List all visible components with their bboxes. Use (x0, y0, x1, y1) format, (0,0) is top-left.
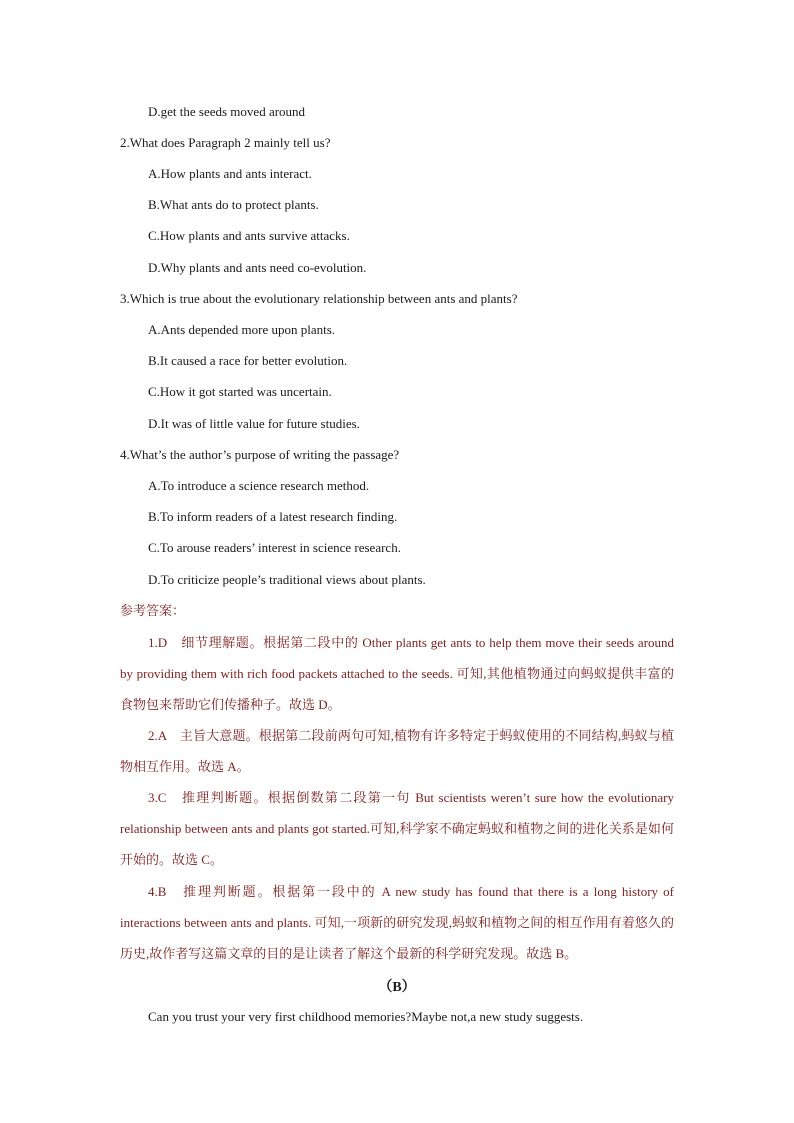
q3-option-c: C.How it got started was uncertain. (148, 384, 332, 399)
q2-option-c: C.How plants and ants survive attacks. (148, 228, 350, 243)
q2-option-b: B.What ants do to protect plants. (148, 197, 319, 212)
question-3: 3.Which is true about the evolutionary relationship between ants and plants? (120, 291, 518, 306)
answer-1: 1.D 细节理解题。根据第二段中的 Other plants get ants to help them move their seeds around by providing them with rich food packets attached to the seeds. 可知,其他植物通过向蚂蚁提供丰富的食物包来帮助它们传播种子。故选 D。 (120, 635, 674, 712)
q4-option-a: A.To introduce a science research method. (148, 478, 370, 493)
q3-option-d: D.It was of little value for future studies. (148, 416, 360, 431)
question-2: 2.What does Paragraph 2 mainly tell us? (120, 135, 331, 150)
answer-2: 2.A 主旨大意题。根据第二段前两句可知,植物有许多特定于蚂蚁使用的不同结构,蚂蚁与植物相互作用。故选 A。 (120, 728, 674, 774)
section-b-first-line: Can you trust your very first childhood memories?Maybe not,a new study suggests. (148, 1009, 584, 1024)
q4-option-c: C.To arouse readers’ interest in science research. (148, 540, 401, 555)
q3-option-b: B.It caused a race for better evolution. (148, 353, 348, 368)
answer-4: 4.B 推理判断题。根据第一段中的 A new study has found that there is a long history of interactions between ants and plants. 可知,一项新的研究发现,蚂蚁和植物之间的相互作用有着悠久的历史,故作者写这篇文章的目的是让读者了解这个最新的科学研究发现。故选 B。 (120, 884, 674, 961)
question-4: 4.What’s the author’s purpose of writing the passage? (120, 447, 400, 462)
q4-option-d: D.To criticize people’s traditional views about plants. (148, 572, 426, 587)
q4-option-b: B.To inform readers of a latest research finding. (148, 509, 398, 524)
answer-3: 3.C 推理判断题。根据倒数第二段第一句 But scientists weren’t sure how the evolutionary relationship between ants and plants got started.可知,科学家不确定蚂蚁和植物之间的进化关系是如何开始的。故选 C。 (120, 790, 674, 867)
q2-option-a: A.How plants and ants interact. (148, 166, 312, 181)
q1-option-d: D.get the seeds moved around (148, 104, 306, 119)
q2-option-d: D.Why plants and ants need co-evolution. (148, 260, 367, 275)
section-b-title: （B） (378, 980, 416, 995)
answers-heading: 参考答案： (120, 603, 186, 618)
q3-option-a: A.Ants depended more upon plants. (148, 322, 336, 337)
